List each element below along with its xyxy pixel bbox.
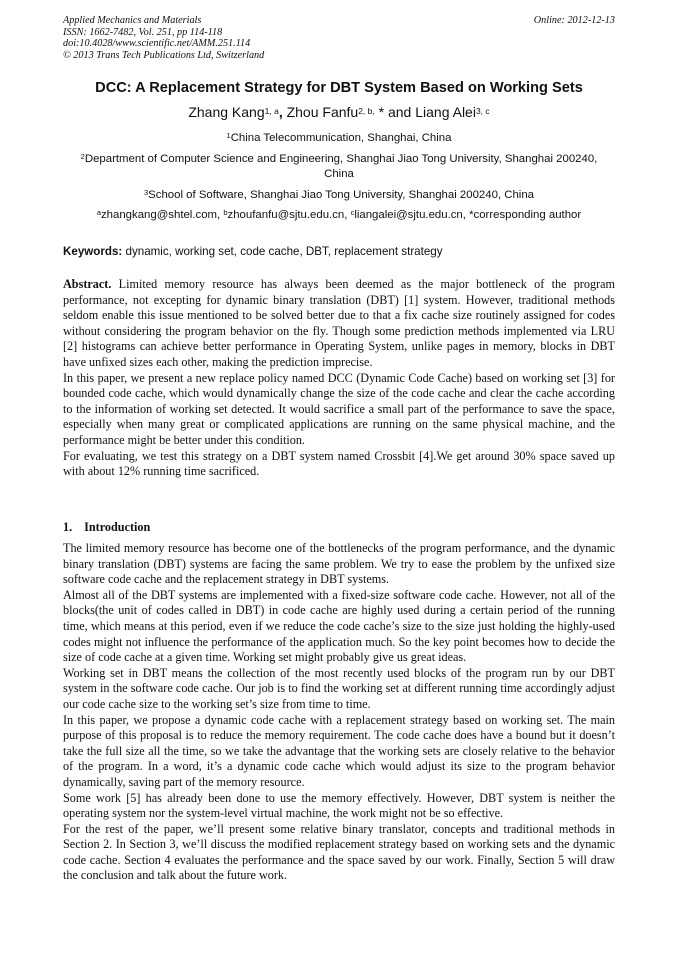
- affiliation-text: Department of Computer Science and Engineering, Shanghai Jiao Tong University, Shanghai 200240, China: [84, 153, 598, 180]
- affiliation: [63, 188, 615, 203]
- author-sup: 2, b,: [358, 106, 375, 116]
- affiliation: [63, 131, 615, 146]
- email-text: zhangkang@shtel.com,: [100, 209, 224, 221]
- body-paragraph: Almost all of the DBT systems are implemented with a fixed-size software code cache. However, not all of the blocks(the unit of codes called in DBT) in code cache are highly used during a certain period of the running time, which means at this period, even if we reduce the code cache’s size to the size just holding the highly-used codes might not influence the performance of the application much. So the key point becomes how to decide the size of code cache at a given time. Working set might probably give us great ideas.: [63, 587, 615, 665]
- affiliation: [75, 152, 603, 181]
- body-paragraph: In this paper, we propose a dynamic code cache with a replacement strategy based on working set. The main purpose of this proposal is to reduce the memory requirement. The code cache does have a bound but it doesn’t take the full size all the time, so we take the advantage that the working sets are closely relative to the behavior of the program. In a word, it’s a dynamic code cache which would adjust its size to the program behavior dynamically, saving part of the memory resource.: [63, 712, 615, 789]
- affiliation-text: China Telecommunication, Shanghai, China: [230, 132, 452, 144]
- section-number: 1.: [63, 520, 73, 534]
- affiliation-sup: 3: [143, 188, 149, 197]
- abstract-text: Limited memory resource has always been deemed as the major bottleneck of the program performance, not excepting for dynamic binary translation (DBT) [1] system. However, traditional methods seldom enable this issue mentioned to be solved better due to that a fix cache size routinely assigned for codes without considering the program behavior on the fly. Though some prediction methods implemented via LRU [2] histograms can achieve better performance in Operating System, unlike pages in memory, blocks in DBT have unfixed sizes each other, making the prediction imprecise.: [63, 277, 615, 369]
- keywords-label: Keywords:: [63, 245, 123, 258]
- email-line: [55, 208, 623, 223]
- introduction-body: [63, 541, 615, 884]
- body-paragraph: Working set in DBT means the collection of the most recently used blocks of the program run by our DBT system in the software code cache. Our job is to find the working set at different running time accordingly adjust our code cache size to the working set’s size from time to time.: [63, 665, 615, 711]
- email-text: liangalei@sjtu.edu.cn, *corresponding author: [354, 209, 582, 221]
- email-text: zhoufanfu@sjtu.edu.cn,: [227, 209, 351, 221]
- affiliation-sup: 2: [80, 152, 85, 161]
- issn-line: ISSN: 1662-7482, Vol. 251, pp 114-118: [63, 26, 223, 38]
- author-name: Zhang Kang: [188, 104, 265, 120]
- journal-name: Applied Mechanics and Materials: [63, 15, 202, 26]
- email-sup: a: [96, 208, 101, 217]
- abstract-label: Abstract.: [63, 277, 112, 291]
- body-paragraph: Some work [5] has already been done to use the memory effectively. However, DBT system is neither the operating system nor the system-level virtual machine, the work might not be so effective.: [63, 790, 615, 821]
- author-separator: and: [384, 104, 416, 120]
- author-name: Liang Alei: [415, 104, 476, 120]
- author-sup: 3, c: [475, 106, 490, 116]
- abstract-paragraph: In this paper, we present a new replace policy named DCC (Dynamic Code Cache) based on working set [3] for bounded code cache, which would dynamically change the size of the code cache and clear the cache according to the information of working set detected. It would sacrifice a small part of the performance to save the space, especially when many great or complicated applications are running on the same physical machine, and the performance might be better under this condition.: [63, 370, 615, 447]
- copyright-line: © 2013 Trans Tech Publications Ltd, Switzerland: [63, 49, 265, 61]
- section-heading: [63, 520, 150, 535]
- affiliation-text: School of Software, Shanghai Jiao Tong University, Shanghai 200240, China: [148, 189, 535, 201]
- section-title: Introduction: [84, 520, 151, 534]
- affiliation-sup: 1: [226, 131, 231, 140]
- author-name: Zhou Fanfu: [286, 104, 359, 120]
- paper-title: DCC: A Replacement Strategy for DBT System Based on Working Sets: [95, 80, 583, 96]
- email-sup: c: [350, 208, 355, 217]
- corresponding-mark: *: [374, 104, 385, 120]
- email-sup: b: [223, 208, 228, 217]
- author-line: [40, 104, 638, 120]
- abstract: [63, 277, 615, 480]
- doi-line: doi:10.4028/www.scientific.net/AMM.251.114: [63, 38, 251, 50]
- keywords: [63, 245, 615, 258]
- keywords-text: dynamic, working set, code cache, DBT, replacement strategy: [122, 245, 443, 258]
- online-date: Online: 2012-12-13: [533, 15, 615, 26]
- body-paragraph: The limited memory resource has become one of the bottlenecks of the program performance, and the dynamic binary translation (DBT) systems are facing the same problem. We try to ease the problem by the unfixed size software code cache and the replacement strategy in DBT systems.: [63, 541, 615, 587]
- abstract-paragraph: [63, 277, 615, 371]
- journal-header: [63, 15, 615, 61]
- abstract-paragraph: For evaluating, we test this strategy on a DBT system named Crossbit [4].We get around 30% space saved up with about 12% running time sacrificed.: [63, 448, 615, 479]
- author-separator: ,: [278, 104, 287, 120]
- body-paragraph: For the rest of the paper, we’ll present some relative binary translator, concepts and traditional methods in Section 2. In Section 3, we’ll discuss the modified replacement strategy based on working sets and the dynamic code cache. Section 4 evaluates the performance and the space saved by our work. Finally, Section 5 will draw the conclusion and talk about the future work.: [63, 821, 615, 883]
- author-sup: 1, a: [264, 106, 279, 116]
